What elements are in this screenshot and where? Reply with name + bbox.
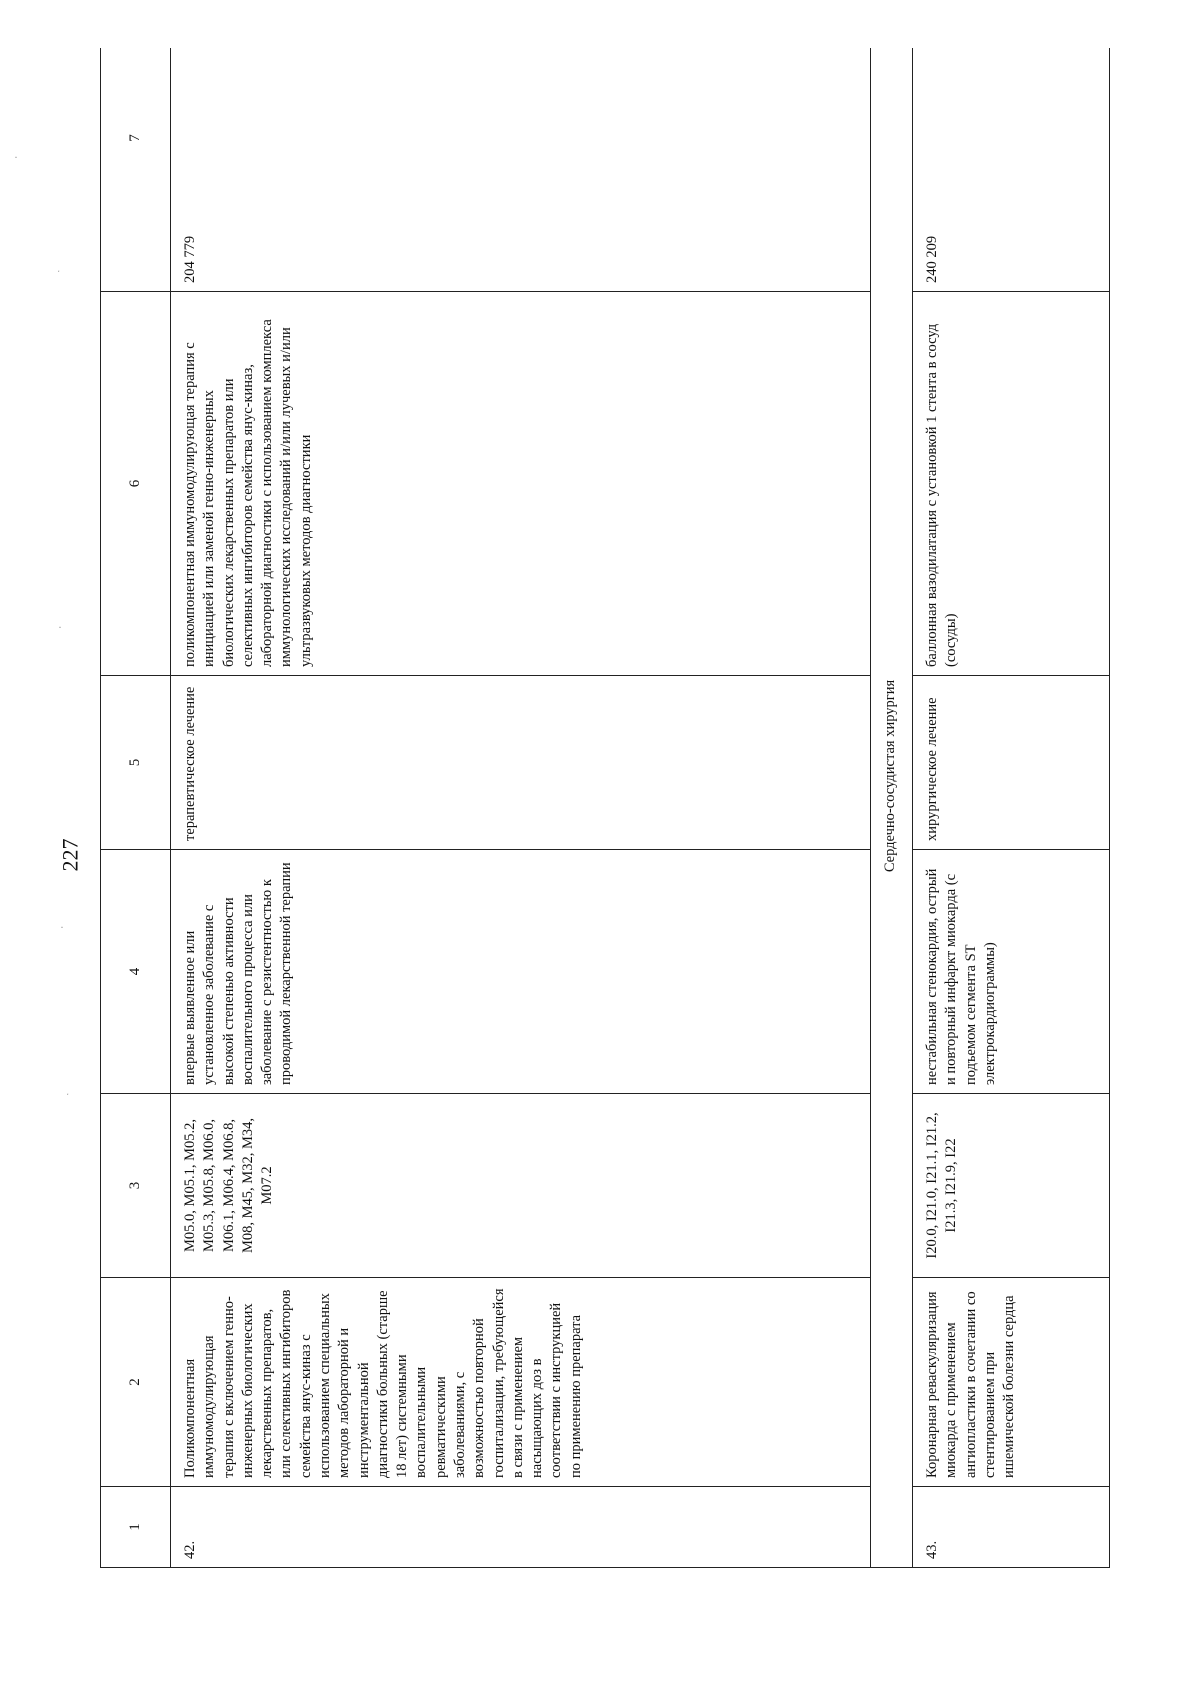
cost-value: 204 779 [171, 48, 871, 292]
care-type-name: Коронарная реваскуляризация миокарда с применением ангиопластики в сочетании со стентированием при ишемической болезни сердца [913, 1278, 1110, 1487]
column-header: 5 [101, 676, 171, 850]
section-title: Сердечно-сосудистая хирургия [871, 48, 913, 1568]
scan-mark: · [14, 150, 18, 164]
scan-mark: · [58, 620, 62, 634]
column-header: 3 [101, 1094, 171, 1278]
table-row [913, 48, 1110, 1568]
column-header: 7 [101, 48, 171, 292]
care-type-name: Поликомпонентная иммуномодулирующая терапия с включением генно-инженерных биологических лекарственных препаратов, или селективных ингибиторов семейства янус-киназ с использованием специальных методов лабораторной и инструментальной диагностики больных (старше 18 лет) системными воспалительными ревматическими заболеваниями, с возможностью повторной госпитализации, требующейся в связи с применением насыщающих доз в соответствии с инструкцией по применению препарата [171, 1278, 871, 1487]
column-header: 2 [101, 1278, 171, 1487]
scan-mark: ˑ [57, 265, 61, 279]
section-row [871, 48, 913, 1568]
table-row [171, 48, 871, 1568]
treatment-method: поликомпонентная иммуномодулирующая терапия с инициацией или заменой генно-инженерных биологических лекарственных препаратов или селективных ингибиторов семейства янус-киназ, лабораторной диагностики с использованием комплекса иммунологических исследований и/или лучевых и/или ультразвуковых методов диагностики [171, 292, 871, 676]
icd-codes: I20.0, I21.0, I21.1, I21.2, I21.3, I21.9, I22 [913, 1094, 1110, 1278]
row-number: 43. [913, 1487, 1110, 1568]
treatment-type: терапевтическое лечение [171, 676, 871, 850]
medical-services-table [100, 48, 1110, 1568]
column-header: 6 [101, 292, 171, 676]
icd-codes: M05.0, M05.1, M05.2, M05.3, M05.8, M06.0, M06.1, M06.4, M06.8, M08, M45, M32, M34, M07.2 [171, 1094, 871, 1278]
scan-mark: · [60, 920, 64, 934]
column-header: 4 [101, 850, 171, 1094]
column-header: 1 [101, 1487, 171, 1568]
scan-mark: ˑ [66, 1088, 70, 1102]
cost-value: 240 209 [913, 48, 1110, 292]
row-number: 42. [171, 1487, 871, 1568]
patient-model: нестабильная стенокардия, острый и повторный инфаркт миокарда (с подъемом сегмента ST электрокардиограммы) [913, 850, 1110, 1094]
rotated-table-container [100, 48, 1110, 1568]
page-number: 227 [57, 838, 83, 872]
patient-model: впервые выявленное или установленное заболевание с высокой степенью активности воспалительного процесса или заболевание с резистентностью к проводимой лекарственной терапии [171, 850, 871, 1094]
document-table-frame [100, 48, 1110, 1568]
treatment-type: хирургическое лечение [913, 676, 1110, 850]
treatment-method: баллонная вазодилатация с установкой 1 стента в сосуд (сосуды) [913, 292, 1110, 676]
column-number-row [101, 48, 171, 1568]
